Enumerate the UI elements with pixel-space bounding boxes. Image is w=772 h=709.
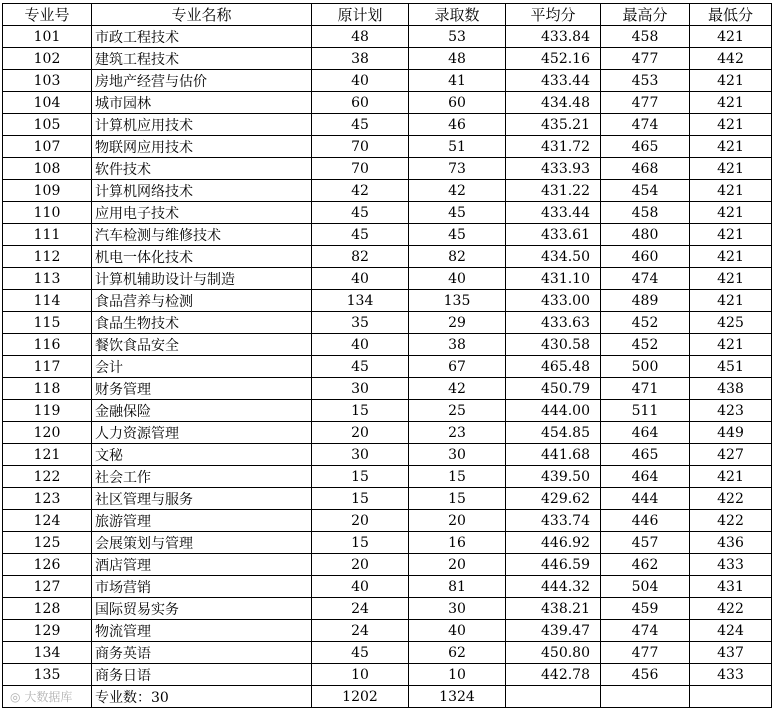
- cell-max: 489: [601, 290, 690, 312]
- cell-admitted: 23: [409, 422, 506, 444]
- cell-plan: 45: [312, 356, 409, 378]
- cell-name: 物联网应用技术: [92, 136, 312, 158]
- cell-admitted: 40: [409, 620, 506, 642]
- admission-scores-table: [2, 3, 772, 708]
- cell-min: 421: [690, 114, 772, 136]
- cell-avg: 433.44: [506, 202, 601, 224]
- cell-code: 115: [3, 312, 92, 334]
- cell-name: 财务管理: [92, 378, 312, 400]
- cell-min: 431: [690, 576, 772, 598]
- cell-admitted: 67: [409, 356, 506, 378]
- cell-avg: 433.44: [506, 70, 601, 92]
- table-row: [3, 400, 772, 422]
- cell-max: 452: [601, 312, 690, 334]
- table-row: [3, 510, 772, 532]
- cell-avg: 433.63: [506, 312, 601, 334]
- cell-name: 计算机网络技术: [92, 180, 312, 202]
- cell-code: 119: [3, 400, 92, 422]
- cell-admitted: 16: [409, 532, 506, 554]
- cell-max: 453: [601, 70, 690, 92]
- cell-name: 金融保险: [92, 400, 312, 422]
- cell-name: 计算机辅助设计与制造: [92, 268, 312, 290]
- cell-admitted: 135: [409, 290, 506, 312]
- cell-code: 110: [3, 202, 92, 224]
- cell-min: 422: [690, 598, 772, 620]
- cell-min: 421: [690, 26, 772, 48]
- cell-plan: 40: [312, 334, 409, 356]
- summary-plan: 1202: [312, 686, 409, 708]
- cell-min: 433: [690, 554, 772, 576]
- cell-min: 421: [690, 466, 772, 488]
- cell-admitted: 10: [409, 664, 506, 686]
- cell-code: 122: [3, 466, 92, 488]
- cell-plan: 20: [312, 554, 409, 576]
- cell-min: 433: [690, 664, 772, 686]
- cell-max: 511: [601, 400, 690, 422]
- table-row: [3, 466, 772, 488]
- cell-code: 135: [3, 664, 92, 686]
- cell-plan: 15: [312, 400, 409, 422]
- table-row: [3, 246, 772, 268]
- cell-code: 107: [3, 136, 92, 158]
- cell-name: 文秘: [92, 444, 312, 466]
- summary-row: [3, 686, 772, 708]
- cell-name: 房地产经营与估价: [92, 70, 312, 92]
- cell-code: 101: [3, 26, 92, 48]
- cell-min: 422: [690, 510, 772, 532]
- cell-max: 477: [601, 48, 690, 70]
- cell-admitted: 51: [409, 136, 506, 158]
- cell-min: 427: [690, 444, 772, 466]
- cell-avg: 450.80: [506, 642, 601, 664]
- cell-name: 酒店管理: [92, 554, 312, 576]
- cell-max: 465: [601, 444, 690, 466]
- cell-name: 应用电子技术: [92, 202, 312, 224]
- header-row: [3, 4, 772, 26]
- table-row: [3, 114, 772, 136]
- summary-admitted: 1324: [409, 686, 506, 708]
- cell-code: 114: [3, 290, 92, 312]
- cell-plan: 15: [312, 488, 409, 510]
- watermark-icon: ◎: [10, 690, 21, 704]
- cell-code: 112: [3, 246, 92, 268]
- cell-min: 421: [690, 70, 772, 92]
- cell-min: 449: [690, 422, 772, 444]
- summary-count: 专业数：30: [92, 686, 312, 708]
- cell-code: 121: [3, 444, 92, 466]
- cell-max: 458: [601, 202, 690, 224]
- cell-name: 社区管理与服务: [92, 488, 312, 510]
- cell-admitted: 42: [409, 180, 506, 202]
- cell-avg: 435.21: [506, 114, 601, 136]
- cell-plan: 45: [312, 224, 409, 246]
- cell-plan: 15: [312, 466, 409, 488]
- cell-avg: 442.78: [506, 664, 601, 686]
- table-row: [3, 92, 772, 114]
- header-plan: 原计划: [312, 4, 409, 26]
- cell-plan: 35: [312, 312, 409, 334]
- cell-avg: 433.61: [506, 224, 601, 246]
- cell-name: 汽车检测与维修技术: [92, 224, 312, 246]
- cell-name: 市政工程技术: [92, 26, 312, 48]
- header-name: 专业名称: [92, 4, 312, 26]
- cell-plan: 10: [312, 664, 409, 686]
- cell-max: 464: [601, 466, 690, 488]
- cell-min: 421: [690, 180, 772, 202]
- cell-plan: 40: [312, 70, 409, 92]
- cell-plan: 45: [312, 114, 409, 136]
- cell-admitted: 25: [409, 400, 506, 422]
- cell-max: 457: [601, 532, 690, 554]
- cell-name: 物流管理: [92, 620, 312, 642]
- summary-avg: [506, 686, 601, 708]
- table-row: [3, 576, 772, 598]
- cell-plan: 134: [312, 290, 409, 312]
- table-row: [3, 532, 772, 554]
- table-row: [3, 598, 772, 620]
- cell-max: 458: [601, 26, 690, 48]
- cell-avg: 430.58: [506, 334, 601, 356]
- cell-plan: 30: [312, 378, 409, 400]
- cell-plan: 20: [312, 510, 409, 532]
- cell-max: 444: [601, 488, 690, 510]
- cell-name: 机电一体化技术: [92, 246, 312, 268]
- cell-min: 422: [690, 488, 772, 510]
- cell-name: 国际贸易实务: [92, 598, 312, 620]
- cell-admitted: 42: [409, 378, 506, 400]
- cell-admitted: 20: [409, 554, 506, 576]
- cell-code: 128: [3, 598, 92, 620]
- cell-plan: 82: [312, 246, 409, 268]
- cell-code: 124: [3, 510, 92, 532]
- cell-plan: 70: [312, 158, 409, 180]
- table-row: [3, 554, 772, 576]
- cell-admitted: 29: [409, 312, 506, 334]
- cell-min: 451: [690, 356, 772, 378]
- cell-avg: 446.92: [506, 532, 601, 554]
- table-row: [3, 620, 772, 642]
- header-avg: 平均分: [506, 4, 601, 26]
- cell-plan: 60: [312, 92, 409, 114]
- cell-avg: 434.48: [506, 92, 601, 114]
- cell-avg: 433.00: [506, 290, 601, 312]
- cell-code: 102: [3, 48, 92, 70]
- cell-min: 437: [690, 642, 772, 664]
- cell-admitted: 81: [409, 576, 506, 598]
- cell-code: 129: [3, 620, 92, 642]
- cell-code: 123: [3, 488, 92, 510]
- summary-min: [690, 686, 772, 708]
- cell-avg: 444.00: [506, 400, 601, 422]
- cell-avg: 434.50: [506, 246, 601, 268]
- cell-min: 436: [690, 532, 772, 554]
- cell-max: 456: [601, 664, 690, 686]
- cell-name: 商务日语: [92, 664, 312, 686]
- cell-avg: 454.85: [506, 422, 601, 444]
- cell-max: 477: [601, 92, 690, 114]
- cell-plan: 45: [312, 202, 409, 224]
- cell-max: 459: [601, 598, 690, 620]
- cell-min: 442: [690, 48, 772, 70]
- cell-avg: 433.93: [506, 158, 601, 180]
- cell-code: 104: [3, 92, 92, 114]
- table-row: [3, 202, 772, 224]
- cell-admitted: 62: [409, 642, 506, 664]
- table-row: [3, 158, 772, 180]
- cell-avg: 433.84: [506, 26, 601, 48]
- cell-min: 423: [690, 400, 772, 422]
- header-min: 最低分: [690, 4, 772, 26]
- cell-code: 125: [3, 532, 92, 554]
- cell-name: 会展策划与管理: [92, 532, 312, 554]
- cell-max: 474: [601, 268, 690, 290]
- cell-name: 会计: [92, 356, 312, 378]
- cell-name: 软件技术: [92, 158, 312, 180]
- cell-min: 424: [690, 620, 772, 642]
- cell-admitted: 15: [409, 466, 506, 488]
- cell-code: 117: [3, 356, 92, 378]
- cell-plan: 45: [312, 642, 409, 664]
- cell-plan: 40: [312, 576, 409, 598]
- cell-max: 471: [601, 378, 690, 400]
- cell-min: 421: [690, 268, 772, 290]
- table-row: [3, 378, 772, 400]
- cell-admitted: 45: [409, 202, 506, 224]
- cell-admitted: 40: [409, 268, 506, 290]
- cell-admitted: 60: [409, 92, 506, 114]
- cell-admitted: 82: [409, 246, 506, 268]
- cell-max: 477: [601, 642, 690, 664]
- cell-plan: 24: [312, 620, 409, 642]
- cell-max: 454: [601, 180, 690, 202]
- cell-avg: 438.21: [506, 598, 601, 620]
- cell-avg: 465.48: [506, 356, 601, 378]
- cell-admitted: 30: [409, 598, 506, 620]
- cell-code: 134: [3, 642, 92, 664]
- header-code: 专业号: [3, 4, 92, 26]
- cell-code: 127: [3, 576, 92, 598]
- cell-max: 460: [601, 246, 690, 268]
- cell-admitted: 41: [409, 70, 506, 92]
- header-admitted: 录取数: [409, 4, 506, 26]
- cell-name: 市场营销: [92, 576, 312, 598]
- cell-max: 468: [601, 158, 690, 180]
- cell-max: 504: [601, 576, 690, 598]
- cell-min: 421: [690, 334, 772, 356]
- cell-avg: 450.79: [506, 378, 601, 400]
- cell-avg: 452.16: [506, 48, 601, 70]
- cell-max: 446: [601, 510, 690, 532]
- cell-max: 480: [601, 224, 690, 246]
- table-row: [3, 334, 772, 356]
- cell-name: 城市园林: [92, 92, 312, 114]
- table-row: [3, 268, 772, 290]
- watermark-text: 大数据库: [24, 690, 73, 704]
- table-row: [3, 488, 772, 510]
- cell-min: 421: [690, 224, 772, 246]
- cell-code: 126: [3, 554, 92, 576]
- cell-min: 421: [690, 202, 772, 224]
- table-row: [3, 444, 772, 466]
- table-row: [3, 312, 772, 334]
- cell-admitted: 38: [409, 334, 506, 356]
- cell-admitted: 53: [409, 26, 506, 48]
- cell-avg: 431.72: [506, 136, 601, 158]
- watermark-logo: [10, 688, 72, 705]
- cell-avg: 439.50: [506, 466, 601, 488]
- cell-admitted: 46: [409, 114, 506, 136]
- cell-code: 116: [3, 334, 92, 356]
- cell-code: 108: [3, 158, 92, 180]
- cell-max: 452: [601, 334, 690, 356]
- table-row: [3, 290, 772, 312]
- cell-max: 500: [601, 356, 690, 378]
- cell-name: 计算机应用技术: [92, 114, 312, 136]
- cell-code: 118: [3, 378, 92, 400]
- table-row: [3, 422, 772, 444]
- table-row: [3, 70, 772, 92]
- cell-max: 465: [601, 136, 690, 158]
- header-max: 最高分: [601, 4, 690, 26]
- cell-plan: 30: [312, 444, 409, 466]
- cell-avg: 444.32: [506, 576, 601, 598]
- cell-name: 旅游管理: [92, 510, 312, 532]
- cell-avg: 439.47: [506, 620, 601, 642]
- cell-plan: 20: [312, 422, 409, 444]
- cell-plan: 40: [312, 268, 409, 290]
- table-row: [3, 180, 772, 202]
- cell-max: 474: [601, 114, 690, 136]
- cell-admitted: 48: [409, 48, 506, 70]
- cell-code: 109: [3, 180, 92, 202]
- cell-min: 421: [690, 246, 772, 268]
- cell-plan: 15: [312, 532, 409, 554]
- cell-min: 421: [690, 158, 772, 180]
- summary-max: [601, 686, 690, 708]
- cell-name: 建筑工程技术: [92, 48, 312, 70]
- cell-avg: 433.74: [506, 510, 601, 532]
- cell-admitted: 20: [409, 510, 506, 532]
- cell-plan: 70: [312, 136, 409, 158]
- cell-code: 111: [3, 224, 92, 246]
- cell-name: 餐饮食品安全: [92, 334, 312, 356]
- table-row: [3, 48, 772, 70]
- cell-admitted: 30: [409, 444, 506, 466]
- cell-name: 商务英语: [92, 642, 312, 664]
- table-row: [3, 224, 772, 246]
- cell-min: 421: [690, 92, 772, 114]
- cell-min: 421: [690, 136, 772, 158]
- cell-name: 人力资源管理: [92, 422, 312, 444]
- cell-admitted: 45: [409, 224, 506, 246]
- cell-code: 120: [3, 422, 92, 444]
- cell-name: 社会工作: [92, 466, 312, 488]
- cell-plan: 48: [312, 26, 409, 48]
- cell-avg: 441.68: [506, 444, 601, 466]
- cell-code: 103: [3, 70, 92, 92]
- table-row: [3, 356, 772, 378]
- cell-plan: 42: [312, 180, 409, 202]
- cell-avg: 431.22: [506, 180, 601, 202]
- cell-name: 食品生物技术: [92, 312, 312, 334]
- cell-avg: 446.59: [506, 554, 601, 576]
- cell-code: 113: [3, 268, 92, 290]
- cell-avg: 431.10: [506, 268, 601, 290]
- cell-plan: 38: [312, 48, 409, 70]
- cell-min: 425: [690, 312, 772, 334]
- cell-min: 421: [690, 290, 772, 312]
- cell-admitted: 73: [409, 158, 506, 180]
- cell-max: 462: [601, 554, 690, 576]
- table-row: [3, 664, 772, 686]
- cell-max: 464: [601, 422, 690, 444]
- cell-avg: 429.62: [506, 488, 601, 510]
- cell-min: 438: [690, 378, 772, 400]
- cell-plan: 24: [312, 598, 409, 620]
- cell-code: 105: [3, 114, 92, 136]
- cell-admitted: 15: [409, 488, 506, 510]
- table-row: [3, 642, 772, 664]
- cell-name: 食品营养与检测: [92, 290, 312, 312]
- table-row: [3, 26, 772, 48]
- cell-max: 474: [601, 620, 690, 642]
- table-row: [3, 136, 772, 158]
